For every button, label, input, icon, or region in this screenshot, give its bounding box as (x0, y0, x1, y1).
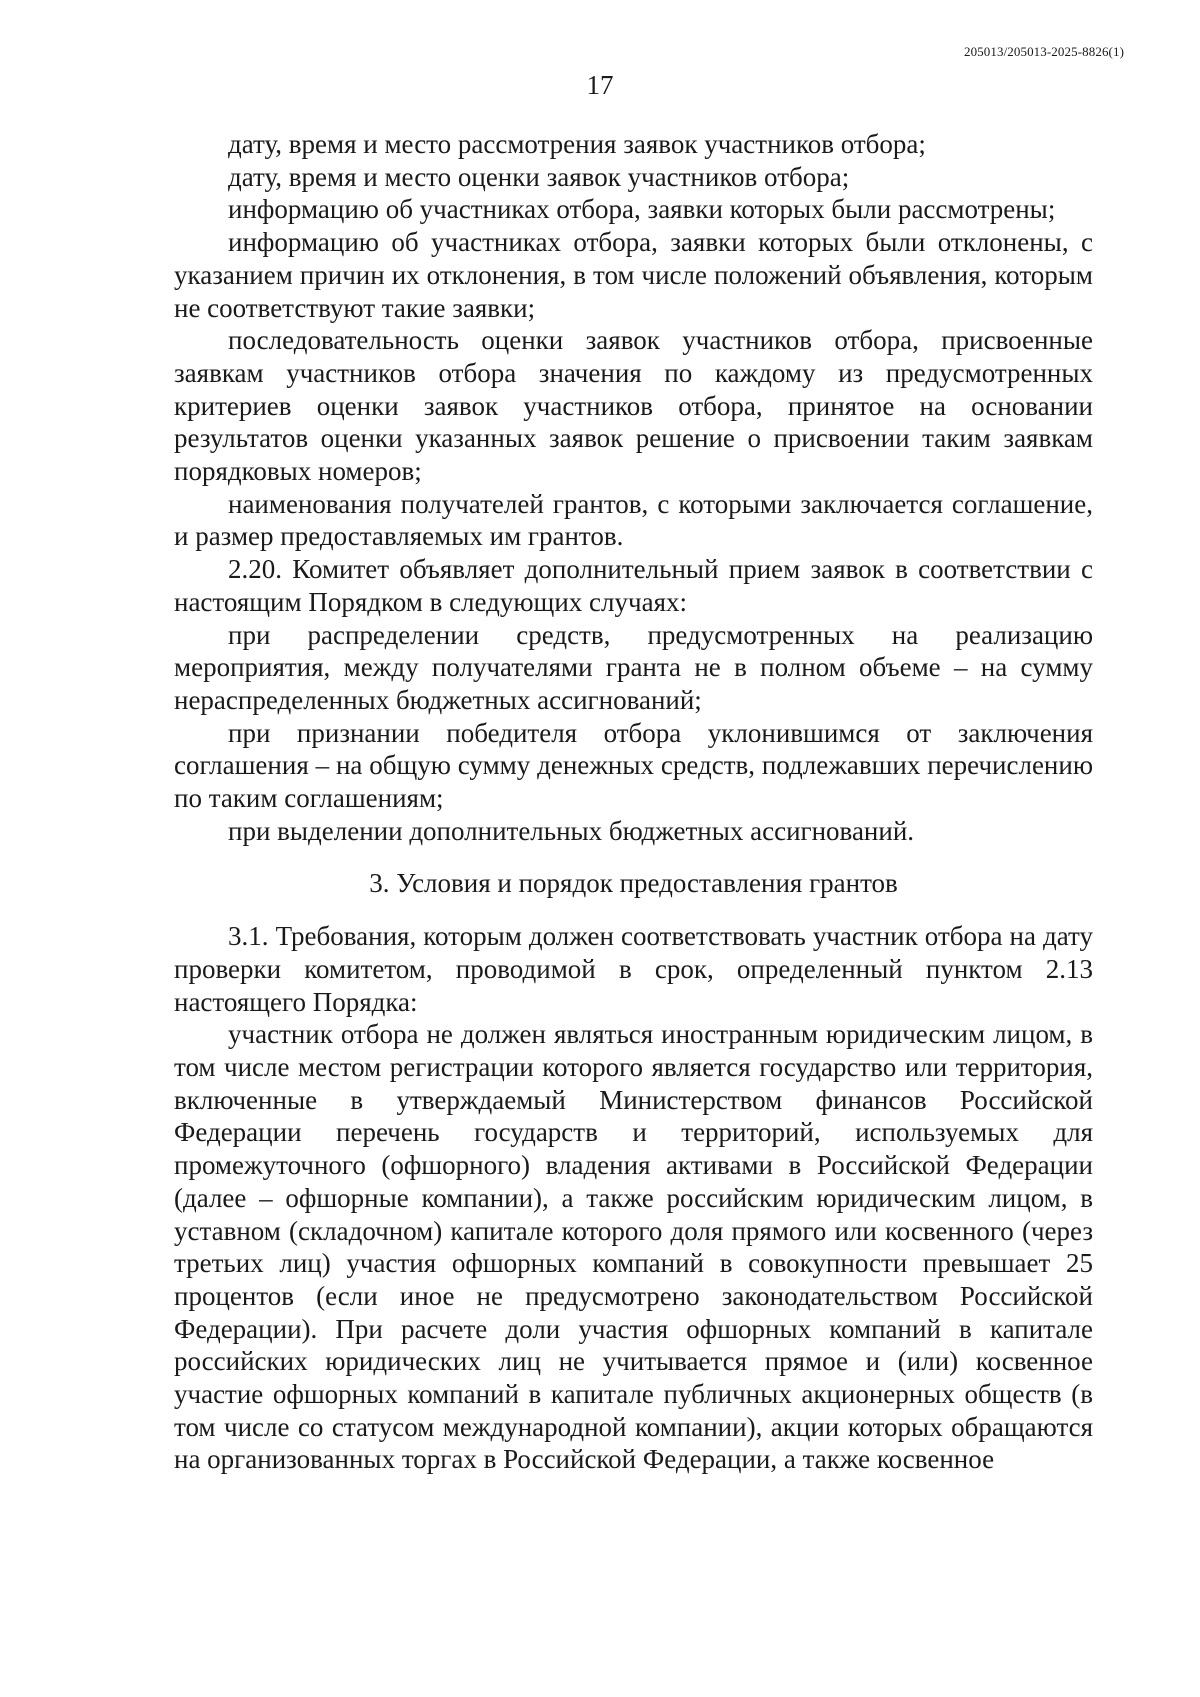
paragraph-2-20: 2.20. Комитет объявляет дополнительный прием заявок в соответствии с настоящим Порядком в следующих случаях: (174, 554, 1093, 617)
paragraph-evaluation-sequence: последовательность оценки заявок участников отбора, присвоенные заявкам участников отбора значения по каждому из предусмотренных критериев оценки заявок участников отбора, принятое на основании результатов оценки указанных заявок решение о присвоении таким заявкам порядковых номеров; (174, 325, 1093, 487)
section-heading: 3. Условия и порядок предоставления грантов (369, 868, 898, 899)
paragraph-offshore-requirement: участник отбора не должен являться иностранным юридическим лицом, в том числе местом регистрации которого является государство или территория, включенные в утверждаемый Министерством финансов Российской Федерации перечень государств и территорий, используемых для промежуточного (офшорного) владения активами в Российской Федерации (далее – офшорные компании), а также российским юридическим лицом, в уставном (складочном) капитале которого доля прямого или косвенного (через третьих лиц) участия офшорных компаний в совокупности превышает 25 процентов (если иное не предусмотрено законодательством Российской Федерации). При расчете доли участия офшорных компаний в капитале российских юридических лиц не учитывается прямое и (или) косвенное участие офшорных компаний в капитале публичных акционерных обществ (в том числе со статусом международной компании), акции которых обращаются на организованных торгах в Российской Федерации, а также косвенное (174, 1019, 1093, 1475)
paragraph-reviewed-participants: информацию об участниках отбора, заявки которых были рассмотрены; (228, 194, 1056, 225)
paragraph-winner-evasion: при признании победителя отбора уклонившимся от заключения соглашения – на общую сумму денежных средств, подлежавших перечислению по таким соглашениям; (174, 717, 1093, 814)
paragraph-grant-recipients: наименования получателей грантов, с которыми заключается соглашение, и размер предоставляемых им грантов. (174, 488, 1093, 552)
paragraph-partial-distribution: при распределении средств, предусмотренных на реализацию мероприятия, между получателями гранта не в полном объеме – на сумму нераспределенных бюджетных ассигнований; (174, 619, 1093, 715)
paragraph-evaluation-date: дату, время и место оценки заявок участников отбора; (228, 161, 850, 192)
paragraph-3-1: 3.1. Требования, которым должен соответствовать участник отбора на дату проверки комитетом, проводимой в срок, определенный пунктом 2.13 настоящего Порядка: (174, 921, 1093, 1017)
page-number: 17 (586, 70, 614, 100)
paragraph-review-date: дату, время и место рассмотрения заявок участников отбора; (228, 129, 926, 159)
document-body (174, 128, 1093, 1476)
paragraph-rejected-participants: информацию об участниках отбора, заявки которых были отклонены, с указанием причин их отклонения, в том числе положений объявления, которым не соответствуют такие заявки; (174, 227, 1093, 323)
document-registration-number: 205013/205013-2025-8826(1) (963, 44, 1124, 59)
paragraph-additional-allocations: при выделении дополнительных бюджетных ассигнований. (228, 815, 915, 846)
